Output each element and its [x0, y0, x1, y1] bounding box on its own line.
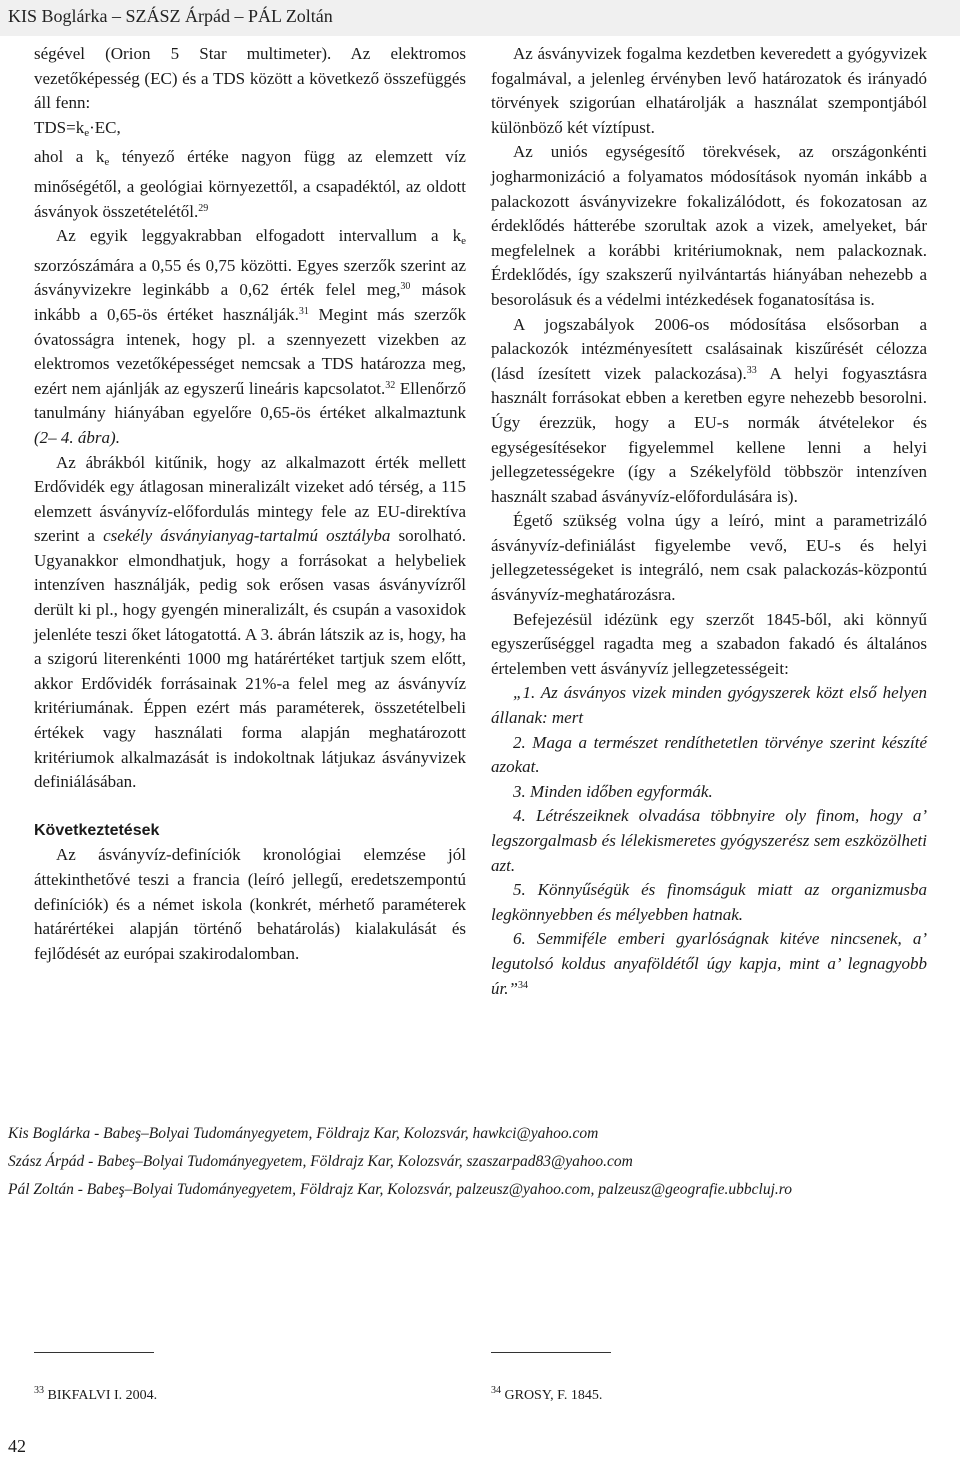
- footnote-ref: 33: [746, 364, 757, 376]
- footnote: [34, 1385, 158, 1404]
- paragraph: Az uniós egységesítő törekvések, az országonkénti jogharmonizáció a folyamatos módosítások nyomán inkább a palackozott ásványvizekre fokalizálódott, és fokozatosan az érdeklődés hátterébe szorultak azok a vizek, amelyeket, bár megfelelnek a korábbi kritériumoknak, nem palackoznak. Érdeklődés, így szakszerű nyilvántartás hiányában nehezebb a besorolásuk és a védelmi intézkedések foganatosítása is.: [491, 142, 927, 309]
- paragraph: [34, 451, 466, 795]
- formula: [34, 116, 466, 146]
- author-line: Szász Árpád - Babeş–Bolyai Tudományegyetem, Földrajz Kar, Kolozsvár, szaszarpad83@yahoo.com: [8, 1153, 633, 1170]
- page-number: 42: [8, 1436, 26, 1456]
- paragraph: Égető szükség volna úgy a leíró, mint a parametrizáló ásványvíz-definiálást figyelembe vevő, EU-s és helyi jellegzetességeket is integráló, nem csak palackozás-központú ásványvíz-meghatározásra.: [491, 511, 927, 605]
- subscript: e: [461, 235, 466, 248]
- quote-item: „1. Az ásványos vizek minden gyógyszerek közt első helyen állanak: mert: [491, 683, 927, 728]
- paragraph: Az ásványvíz-definíciók kronológiai elemzése jól áttekinthetővé teszi a francia (leíró jellegű, eredetszempontú definíciók) és a német iskola (konkrét, mérhető paraméterek határértékei alapján történő behatárolás) kialakulását és fejlődését az európai szakirodalomban.: [34, 845, 466, 963]
- footnote-ref: 29: [198, 202, 209, 214]
- text-run: Az ábrákból kitűnik, hogy az alkalmazott érték mellett Erdővidék egy átlagosan mineralizált vizeket adó térség, a 115 elemzett ásványvíz-előfordulás mintegy fele az EU-direktíva szerint a: [34, 452, 466, 546]
- figure-reference: (2– 4. ábra).: [34, 427, 120, 447]
- section-heading: Következtetések: [34, 821, 160, 839]
- text-run: A helyi fogyasztásra használt forrásokat ebben a keretben egyre nehezebb besorolni. Úgy érezzük, hogy a EU-s normák átvételekor és egységesítésekor figyelemmel kellene lenni a helyi jellegzetességekre (így a Székelyföld többször intenzíven használt szabad ásványvíz-előfordulására is).: [491, 363, 927, 506]
- text-run: sorolható. Ugyanakkor elmondhatjuk, hogy a forrásokat a helybeliek intenzíven használják, pedig sok erősen vasas ásványvízről derült ki pl., hogy gyengén mineralizált, és csupán a vasoxidok jelenléte teszi őket látogatottá. A 3. ábrán látszik az is, hogy, ha a szigorú literenkénti 1000 mg határértéket tartjuk szem előtt, akkor Erdővidék forrásainak 21%-a felel meg az ásványvíz kritériumának. Éppen ezért más paraméterek, összetételbeli értékek vagy használati forma alapján meghatározott kritériumok alkalmazását is indokoltnak látjukaz ásványvizek definiálásában.: [34, 526, 466, 792]
- footnote-text: BIKFALVI I. 2004.: [44, 1388, 158, 1403]
- text-run: szorzószámára a 0,55 és 0,75 közötti. Egyes szerzők szerint az ásványvizekre leginkább a 0,62 érték felel meg,: [34, 255, 466, 300]
- quote-item: 4. Létrészeiknek olvadása többnyire oly finom, hogy a’ legszorgalmasb és lélekismeretes gyógyszerész sem eszközölheti azt.: [491, 806, 927, 875]
- text-run: Megint más szerzők óvatosságra intenek, hogy pl. a szennyezett vizekben az elektromos vezetőképességet nemcsak a TDS határozza meg, ezért nem ajánlják az egyszerű lineáris kapcsolatot.: [34, 304, 467, 398]
- quote-item: [491, 927, 927, 1001]
- quote-item: 2. Maga a természet rendíthetetlen törvénye szerint készíté azokat.: [491, 732, 927, 777]
- text-run: 6. Semmiféle emberi gyarlóságnak kitéve nincsenek, a’ legutolsó koldus anyaföldétől úgy kapja, mint a’ legnagyobb úr.”: [491, 929, 927, 998]
- footnote-rule: [491, 1352, 611, 1353]
- formula-part: ·EC,: [89, 117, 121, 137]
- text-run: Ellenőrző tanulmány hiányában egyelőre 0,65-ös értéket alkalmaztunk: [34, 378, 466, 423]
- left-column: [34, 42, 466, 966]
- quote-item: 5. Könnyűségük és finomságuk miatt az organizmusba legkönnyebben és mélyebben hatnak.: [491, 880, 927, 924]
- footnote-ref: 31: [298, 305, 309, 317]
- text-run: Az egyik leggyakrabban elfogadott intervallum a k: [56, 226, 462, 246]
- quote-item: 3. Minden időben egyformák.: [513, 781, 713, 801]
- footnote-number: 34: [491, 1385, 501, 1396]
- paragraph: [34, 224, 466, 450]
- author-affiliations: [8, 1120, 958, 1204]
- paragraph: Befejezésül idézünk egy szerzőt 1845-ből, aki könnyű egyszerűséggel ragadta meg a szabadon fakadó és általános értelemben vett ásványvíz jellegzetességeit:: [491, 609, 927, 678]
- footnote-ref: 32: [385, 379, 396, 391]
- footnote-ref: 34: [517, 979, 528, 991]
- subscript: e: [104, 156, 110, 169]
- footnote-ref: 30: [400, 281, 411, 293]
- paragraph: Az ásványvizek fogalma kezdetben keveredett a gyógyvizek fogalmával, a jelenleg érvényben levő határozatok és irányadó törvények szigorúan elhatárolják a használat szempontjából különböző két víztípust.: [491, 44, 927, 137]
- spacer: [34, 795, 466, 819]
- footnote-text: GROSY, F. 1845.: [501, 1388, 603, 1403]
- footnote: [491, 1385, 603, 1404]
- author-line: Pál Zoltán - Babeş–Bolyai Tudományegyetem, Földrajz Kar, Kolozsvár, palzeusz@yahoo.com, palzeusz@geografie.ubbcluj.ro: [8, 1181, 792, 1198]
- formula-part: TDS=k: [34, 117, 85, 137]
- footnote-rule: [34, 1352, 154, 1353]
- header-authors: KIS Boglárka – SZÁSZ Árpád – PÁL Zoltán: [8, 6, 333, 26]
- paragraph: [491, 313, 927, 510]
- italic-term: csekély ásványianyag-tartalmú osztályba: [103, 526, 391, 546]
- right-column: [491, 42, 927, 1001]
- paragraph: [34, 145, 466, 224]
- subscript: e: [84, 126, 90, 139]
- text-run: A jogszabályok 2006-os módosítása elsősorban a palackozók intézményesített csalásainak kiszűrését célozza (lásd ízesített vizek palackozása).: [491, 314, 927, 383]
- text-run: ahol a k: [34, 147, 105, 167]
- text-run: mások inkább a 0,65-ös értéket használják.: [34, 280, 466, 324]
- footnote-number: 33: [34, 1385, 44, 1396]
- running-header: [0, 0, 960, 36]
- text-run: tényező értéke nagyon függ az elemzett víz minőségétől, a geológiai környezettől, a csapadéktól, az oldott ásványok összetételétől.: [34, 147, 466, 221]
- author-line: Kis Boglárka - Babeş–Bolyai Tudományegyetem, Földrajz Kar, Kolozsvár, hawkci@yahoo.com: [8, 1125, 599, 1142]
- paragraph: ségével (Orion 5 Star multimeter). Az elektromos vezetőképesség (EC) és a TDS között a következő összefüggés áll fenn:: [34, 44, 466, 113]
